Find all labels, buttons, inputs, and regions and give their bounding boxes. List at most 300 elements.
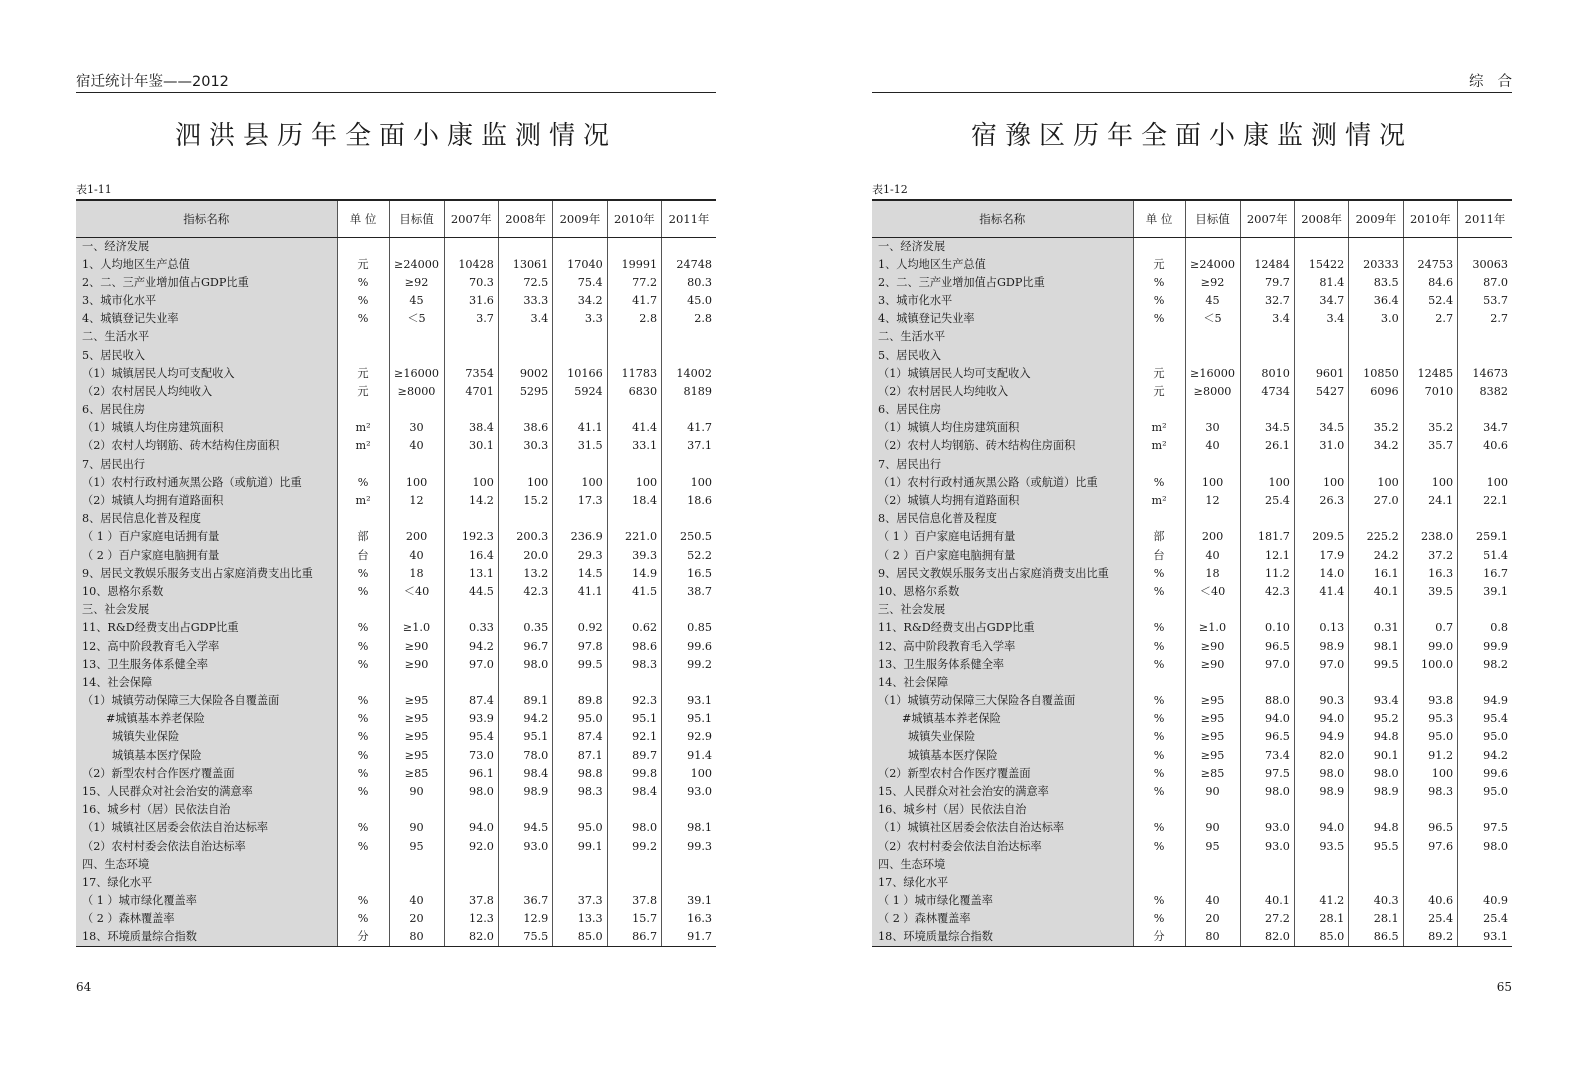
cell-2010: 6830 [607, 383, 661, 401]
cell-2009: 89.8 [553, 692, 607, 710]
table-row [872, 765, 1512, 783]
cell-indicator: 1、人均地区生产总值 [76, 256, 337, 274]
cell-unit: % [337, 474, 389, 492]
stats-table [76, 199, 716, 947]
cell-2009: 29.3 [553, 547, 607, 565]
cell-2008: 26.3 [1294, 492, 1348, 510]
cell-2010: 0.7 [1403, 619, 1457, 637]
cell-target: ＜40 [1185, 583, 1240, 601]
cell-2007: 79.7 [1240, 274, 1294, 292]
cell-2008 [498, 510, 552, 528]
page-title: 宿豫区历年全面小康监测情况 [970, 121, 1413, 151]
cell-target: 100 [389, 474, 444, 492]
right-page [872, 0, 1526, 1077]
cell-2007 [444, 674, 498, 692]
cell-2011: 22.1 [1483, 494, 1508, 508]
cell-unit: % [337, 819, 389, 837]
cell-2010: 99.2 [607, 838, 661, 856]
table-row [76, 656, 716, 674]
cell-unit: m² [1133, 492, 1185, 510]
cell-2009: 99.1 [553, 838, 607, 856]
cell-target: 45 [1185, 292, 1240, 310]
table-row [76, 619, 716, 637]
cell-2011: 95.0 [1483, 785, 1508, 799]
cell-indicator: 三、社会发展 [872, 601, 1133, 619]
cell-indicator: （1）农村行政村通灰黑公路（或航道）比重 [872, 474, 1133, 492]
table-row [76, 365, 716, 383]
cell-indicator: 15、人民群众对社会治安的满意率 [872, 783, 1133, 801]
cell-2008 [1294, 856, 1348, 874]
cell-2009: 37.3 [553, 892, 607, 910]
cell-unit: % [1133, 656, 1185, 674]
cell-target [389, 510, 444, 528]
cell-unit [1133, 346, 1185, 364]
cell-2007 [444, 401, 498, 419]
cell-2010: 35.7 [1403, 437, 1457, 455]
cell-indicator: （1）城镇社区居委会依法自治达标率 [872, 819, 1133, 837]
cell-target: 20 [1185, 910, 1240, 928]
cell-indicator: 四、生态环境 [872, 856, 1133, 874]
cell-target: 40 [1185, 547, 1240, 565]
cell-2011: 250.5 [679, 530, 712, 544]
cell-2011 [1458, 856, 1512, 874]
table-row [872, 492, 1512, 510]
cell-2011 [662, 510, 716, 528]
running-head [76, 72, 716, 93]
cell-2011: 52.2 [687, 548, 712, 562]
cell-2010 [607, 856, 661, 874]
cell-2008: 36.7 [498, 892, 552, 910]
cell-2008: 81.4 [1294, 274, 1348, 292]
cell-unit: m² [337, 419, 389, 437]
cell-2010 [607, 401, 661, 419]
cell-2009 [1349, 346, 1403, 364]
cell-2007 [444, 456, 498, 474]
cell-2009 [553, 874, 607, 892]
cell-2010: 92.1 [607, 728, 661, 746]
table-row [76, 456, 716, 474]
cell-2009: 34.2 [1349, 437, 1403, 455]
cell-2007: 96.5 [1240, 637, 1294, 655]
cell-2009: 14.5 [553, 565, 607, 583]
table-row [872, 456, 1512, 474]
cell-2011: 40.9 [1483, 894, 1508, 908]
table-row [872, 474, 1512, 492]
header-2008: 2008年 [498, 200, 552, 237]
cell-2008 [1294, 601, 1348, 619]
cell-2009: 6096 [1349, 383, 1403, 401]
cell-target: 90 [389, 783, 444, 801]
cell-unit: 元 [1133, 383, 1185, 401]
cell-unit: % [337, 565, 389, 583]
cell-2011: 38.7 [687, 584, 712, 598]
cell-unit: % [337, 710, 389, 728]
cell-2007 [1240, 601, 1294, 619]
cell-2011: 99.3 [687, 839, 712, 853]
cell-2008: 5295 [498, 383, 552, 401]
cell-2010 [1403, 674, 1457, 692]
table-row [76, 765, 716, 783]
cell-indicator: 二、生活水平 [76, 328, 337, 346]
cell-2009 [553, 601, 607, 619]
cell-2007: 82.0 [1240, 928, 1294, 947]
cell-2008: 95.1 [498, 728, 552, 746]
table-row [76, 747, 716, 765]
cell-2010: 238.0 [1403, 528, 1457, 546]
cell-2010: 100 [607, 474, 661, 492]
cell-target: 200 [389, 528, 444, 546]
cell-unit: % [1133, 892, 1185, 910]
table-row [76, 437, 716, 455]
cell-indicator: 15、人民群众对社会治安的满意率 [76, 783, 337, 801]
cell-2008: 93.5 [1294, 838, 1348, 856]
cell-target [1185, 874, 1240, 892]
cell-unit [337, 601, 389, 619]
cell-indicator: 二、生活水平 [872, 328, 1133, 346]
cell-target: ≥85 [389, 765, 444, 783]
cell-2008: 98.0 [1294, 765, 1348, 783]
cell-2007: 94.2 [444, 637, 498, 655]
cell-2011: 16.3 [687, 912, 712, 926]
cell-2008: 41.2 [1294, 892, 1348, 910]
cell-2009: 100 [553, 474, 607, 492]
cell-target: 12 [389, 492, 444, 510]
cell-2011: 100 [690, 475, 712, 489]
cell-unit [1133, 801, 1185, 819]
header-2011: 2011年 [662, 200, 716, 237]
cell-unit [337, 856, 389, 874]
cell-2010 [607, 237, 661, 256]
header-unit: 单 位 [1133, 200, 1185, 237]
cell-indicator: 14、社会保障 [76, 674, 337, 692]
cell-2008: 93.0 [498, 838, 552, 856]
cell-unit: % [337, 619, 389, 637]
cell-indicator: 12、高中阶段教育毛入学率 [872, 637, 1133, 655]
cell-2010: 89.7 [607, 747, 661, 765]
cell-target: ≥90 [389, 637, 444, 655]
table-row [76, 383, 716, 401]
cell-2008: 100 [1294, 474, 1348, 492]
cell-indicator: （2）农村居民人均纯收入 [76, 383, 337, 401]
cell-target: 18 [1185, 565, 1240, 583]
page-number: 65 [1496, 980, 1512, 994]
cell-2010: 92.3 [607, 692, 661, 710]
cell-2007: 8010 [1240, 365, 1294, 383]
cell-2008: 98.9 [498, 783, 552, 801]
cell-unit: % [337, 765, 389, 783]
cell-2009: 40.3 [1349, 892, 1403, 910]
cell-2011: 53.7 [1483, 293, 1508, 307]
cell-2009: 100 [1349, 474, 1403, 492]
cell-unit: % [337, 637, 389, 655]
cell-target: ＜40 [389, 583, 444, 601]
cell-2008: 14.0 [1294, 565, 1348, 583]
cell-target: ≥16000 [1185, 365, 1240, 383]
cell-target: ≥92 [1185, 274, 1240, 292]
cell-unit: % [337, 692, 389, 710]
cell-2007 [1240, 801, 1294, 819]
cell-target [1185, 328, 1240, 346]
cell-2011: 30063 [1472, 257, 1508, 271]
cell-2009: 83.5 [1349, 274, 1403, 292]
cell-2008: 13061 [498, 256, 552, 274]
cell-2011: 34.7 [1483, 421, 1508, 435]
cell-2011 [662, 601, 716, 619]
cell-2007: 192.3 [444, 528, 498, 546]
table-row [872, 328, 1512, 346]
cell-2007: 87.4 [444, 692, 498, 710]
table-row [76, 237, 716, 256]
cell-2009: 95.0 [553, 819, 607, 837]
cell-target: 40 [389, 892, 444, 910]
table-row [76, 856, 716, 874]
cell-2010: 15.7 [607, 910, 661, 928]
cell-unit [1133, 510, 1185, 528]
cell-2007 [444, 510, 498, 528]
cell-2009: 35.2 [1349, 419, 1403, 437]
cell-unit: 部 [1133, 528, 1185, 546]
cell-2007: 26.1 [1240, 437, 1294, 455]
left-page [76, 0, 716, 1077]
cell-target [1185, 346, 1240, 364]
cell-2010: 99.8 [607, 765, 661, 783]
table-row [76, 346, 716, 364]
cell-indicator: （1）农村行政村通灰黑公路（或航道）比重 [76, 474, 337, 492]
cell-2010: 37.2 [1403, 547, 1457, 565]
table-row [76, 783, 716, 801]
cell-target: 40 [1185, 437, 1240, 455]
cell-2008 [498, 237, 552, 256]
cell-2007: 42.3 [1240, 583, 1294, 601]
cell-2008: 97.0 [1294, 656, 1348, 674]
cell-2008: 94.0 [1294, 710, 1348, 728]
cell-2009: 95.2 [1349, 710, 1403, 728]
cell-2007: 98.0 [1240, 783, 1294, 801]
cell-2011 [1458, 874, 1512, 892]
cell-target: ≥90 [1185, 637, 1240, 655]
cell-unit: % [1133, 783, 1185, 801]
cell-2008: 98.4 [498, 765, 552, 783]
cell-2010: 98.0 [607, 819, 661, 837]
cell-2008: 72.5 [498, 274, 552, 292]
table-body [76, 237, 716, 947]
cell-2009 [1349, 510, 1403, 528]
cell-indicator: 三、社会发展 [76, 601, 337, 619]
cell-2009: 94.8 [1349, 728, 1403, 746]
cell-indicator: 11、R&D经费支出占GDP比重 [76, 619, 337, 637]
cell-2007 [444, 328, 498, 346]
cell-2008 [1294, 401, 1348, 419]
cell-2007 [444, 801, 498, 819]
cell-2011: 14673 [1472, 366, 1508, 380]
cell-2008: 31.0 [1294, 437, 1348, 455]
table-row [872, 601, 1512, 619]
cell-2011: 94.9 [1483, 694, 1508, 708]
cell-unit: % [1133, 765, 1185, 783]
cell-2009: 5924 [553, 383, 607, 401]
cell-indicator: （ 1 ）百户家庭电话拥有量 [872, 528, 1133, 546]
cell-indicator: （ 1 ）城市绿化覆盖率 [76, 892, 337, 910]
cell-2011: 39.1 [1483, 584, 1508, 598]
cell-2010: 100.0 [1403, 656, 1457, 674]
cell-unit: % [1133, 910, 1185, 928]
cell-2007: 13.1 [444, 565, 498, 583]
cell-2011: 37.1 [687, 439, 712, 453]
cell-indicator: #城镇基本养老保险 [76, 710, 337, 728]
cell-2007: 92.0 [444, 838, 498, 856]
cell-2007 [1240, 874, 1294, 892]
cell-2011: 95.4 [1483, 712, 1508, 726]
cell-2010 [607, 328, 661, 346]
cell-2010 [607, 456, 661, 474]
cell-indicator: 17、绿化水平 [76, 874, 337, 892]
cell-indicator: （ 1 ）百户家庭电话拥有量 [76, 528, 337, 546]
cell-unit: % [1133, 838, 1185, 856]
table-row [872, 528, 1512, 546]
cell-2010: 24753 [1403, 256, 1457, 274]
cell-unit: % [337, 892, 389, 910]
cell-2010: 91.2 [1403, 747, 1457, 765]
cell-2008: 42.3 [498, 583, 552, 601]
cell-2007: 94.0 [444, 819, 498, 837]
cell-2011: 2.7 [1490, 312, 1508, 326]
cell-target: ≥8000 [389, 383, 444, 401]
cell-target [1185, 401, 1240, 419]
cell-2008 [1294, 237, 1348, 256]
cell-2008 [1294, 510, 1348, 528]
table-row [872, 419, 1512, 437]
cell-2009: 20333 [1349, 256, 1403, 274]
cell-2007 [444, 346, 498, 364]
cell-target: ≥95 [389, 692, 444, 710]
cell-unit: 台 [1133, 547, 1185, 565]
cell-2011: 99.9 [1483, 639, 1508, 653]
cell-unit [337, 674, 389, 692]
cell-2007: 38.4 [444, 419, 498, 437]
table-row [76, 819, 716, 837]
cell-2009: 98.3 [553, 783, 607, 801]
cell-2007: 31.6 [444, 292, 498, 310]
cell-indicator: 7、居民出行 [76, 456, 337, 474]
table-row [872, 401, 1512, 419]
cell-2010: 221.0 [607, 528, 661, 546]
table-row [76, 565, 716, 583]
cell-unit: % [337, 783, 389, 801]
cell-2009: 225.2 [1349, 528, 1403, 546]
cell-unit [337, 237, 389, 256]
cell-2007: 4701 [444, 383, 498, 401]
cell-indicator: （2）农村村委会依法自治达标率 [872, 838, 1133, 856]
cell-unit [1133, 328, 1185, 346]
cell-2007 [1240, 856, 1294, 874]
cell-2009 [553, 346, 607, 364]
table-row [872, 619, 1512, 637]
cell-indicator: 7、居民出行 [872, 456, 1133, 474]
cell-unit: % [337, 274, 389, 292]
cell-target: ≥95 [1185, 710, 1240, 728]
cell-unit: % [1133, 819, 1185, 837]
cell-unit [1133, 237, 1185, 256]
cell-target: 80 [389, 928, 444, 947]
table-row [76, 710, 716, 728]
table-row [76, 583, 716, 601]
header-2011: 2011年 [1458, 200, 1512, 237]
cell-2009: 97.8 [553, 637, 607, 655]
table-row [76, 256, 716, 274]
cell-indicator: 城镇基本医疗保险 [76, 747, 337, 765]
cell-2011 [1458, 237, 1512, 256]
cell-indicator: （ 2 ）森林覆盖率 [872, 910, 1133, 928]
cell-2008: 200.3 [498, 528, 552, 546]
cell-2010: 98.4 [607, 783, 661, 801]
cell-indicator: 13、卫生服务体系健全率 [872, 656, 1133, 674]
cell-2009 [1349, 456, 1403, 474]
cell-2007: 82.0 [444, 928, 498, 947]
table-row [76, 728, 716, 746]
cell-2007: 88.0 [1240, 692, 1294, 710]
cell-2008: 96.7 [498, 637, 552, 655]
cell-target [389, 346, 444, 364]
cell-indicator: 4、城镇登记失业率 [76, 310, 337, 328]
cell-2009: 24.2 [1349, 547, 1403, 565]
cell-2010: 97.6 [1403, 838, 1457, 856]
cell-2007: 37.8 [444, 892, 498, 910]
cell-2007 [444, 874, 498, 892]
cell-2009: 236.9 [553, 528, 607, 546]
cell-2010: 95.0 [1403, 728, 1457, 746]
cell-2011: 0.85 [687, 621, 712, 635]
cell-indicator: 8、居民信息化普及程度 [872, 510, 1133, 528]
cell-2009: 10166 [553, 365, 607, 383]
cell-2011 [662, 674, 716, 692]
cell-target [1185, 674, 1240, 692]
cell-2009: 95.0 [553, 710, 607, 728]
cell-2010: 16.3 [1403, 565, 1457, 583]
cell-2010: 96.5 [1403, 819, 1457, 837]
cell-2007: 30.1 [444, 437, 498, 455]
cell-2009: 87.4 [553, 728, 607, 746]
cell-2009: 3.0 [1349, 310, 1403, 328]
header-2007: 2007年 [444, 200, 498, 237]
cell-2009: 75.4 [553, 274, 607, 292]
cell-unit: % [337, 292, 389, 310]
cell-2007: 3.4 [1240, 310, 1294, 328]
cell-target [1185, 510, 1240, 528]
cell-2010: 40.6 [1403, 892, 1457, 910]
table-row [76, 474, 716, 492]
cell-unit: % [1133, 728, 1185, 746]
cell-target: 30 [389, 419, 444, 437]
cell-2011 [662, 346, 716, 364]
table-row [872, 892, 1512, 910]
table-row [76, 692, 716, 710]
cell-2010: 98.6 [607, 637, 661, 655]
header-2009: 2009年 [1349, 200, 1403, 237]
cell-target [389, 674, 444, 692]
cell-unit: % [337, 656, 389, 674]
cell-indicator: 城镇失业保险 [76, 728, 337, 746]
cell-unit: % [1133, 310, 1185, 328]
table-row [76, 874, 716, 892]
cell-2007 [1240, 346, 1294, 364]
cell-2009: 98.9 [1349, 783, 1403, 801]
cell-2011: 16.5 [687, 566, 712, 580]
cell-target: ≥95 [1185, 747, 1240, 765]
cell-2010: 14.9 [607, 565, 661, 583]
cell-2010 [607, 801, 661, 819]
cell-target: 80 [1185, 928, 1240, 947]
cell-unit: 部 [337, 528, 389, 546]
